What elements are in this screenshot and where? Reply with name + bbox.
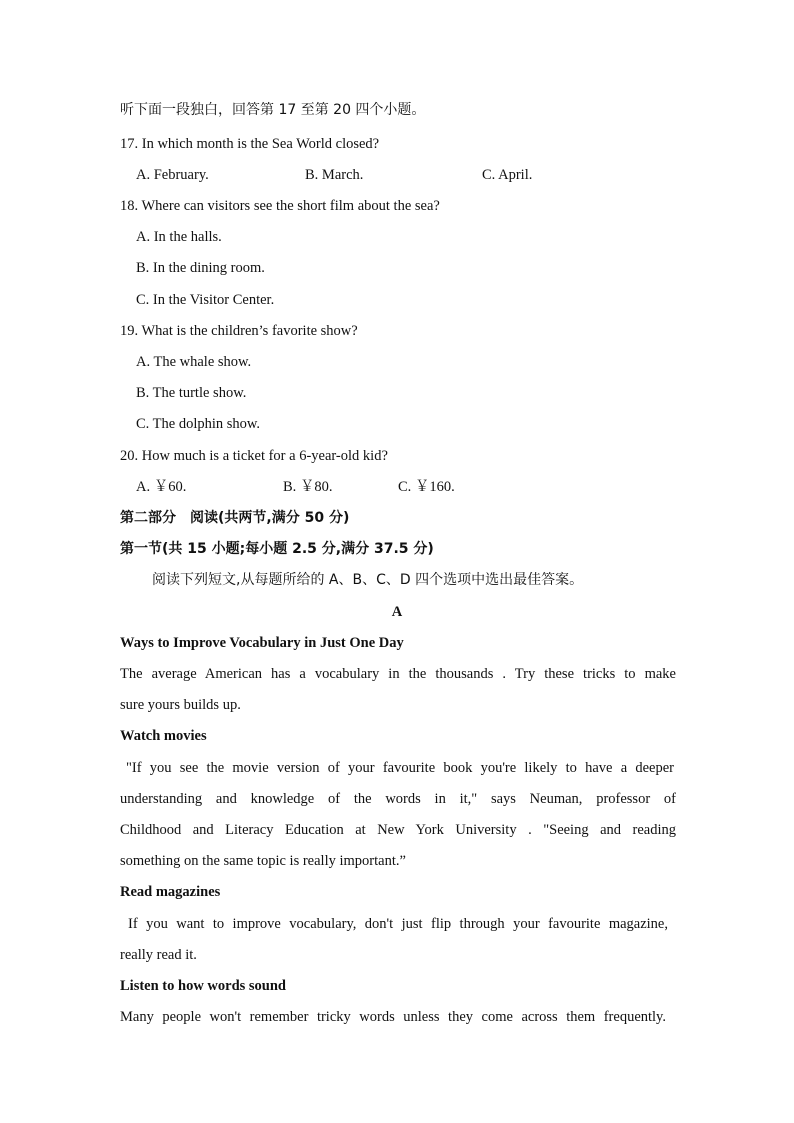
option-b[interactable]: B. ￥80.: [283, 479, 333, 495]
passage-label: A: [391, 604, 403, 620]
paragraph-line: If you want to improve vocabulary, don't just flip through your favourite magazine,: [128, 916, 668, 932]
question-18-stem: 18. Where can visitors see the short film about the sea?: [120, 198, 440, 214]
listening-section-intro: 听下面一段独白，回答第 17 至第 20 四个小题。: [120, 102, 426, 118]
paragraph-line: Childhood and Literacy Education at New York University . "Seeing and reading: [120, 822, 676, 838]
section-heading-listen: Listen to how words sound: [120, 978, 286, 994]
part2-heading: 第二部分 阅读(共两节,满分 50 分): [120, 510, 350, 526]
passage-intro-line: The average American has a vocabulary in the thousands . Try these tricks to make: [120, 666, 676, 682]
option-c[interactable]: C. April.: [482, 167, 533, 183]
option-a[interactable]: A. February.: [136, 167, 209, 183]
option-a[interactable]: A. In the halls.: [136, 229, 222, 245]
section-heading-watch-movies: Watch movies: [120, 728, 207, 744]
paragraph-line: understanding and knowledge of the words in it," says Neuman, professor of: [120, 791, 676, 807]
section-heading-read-magazines: Read magazines: [120, 884, 221, 900]
option-a[interactable]: A. The whale show.: [136, 354, 252, 370]
part2-section1-heading: 第一节(共 15 小题;每小题 2.5 分,满分 37.5 分): [120, 541, 434, 557]
option-a[interactable]: A. ￥60.: [136, 479, 187, 495]
option-c[interactable]: C. ￥160.: [398, 479, 455, 495]
option-c[interactable]: C. The dolphin show.: [136, 416, 261, 432]
paragraph-line: "If you see the movie version of your favourite book you're likely to have a deeper: [126, 760, 674, 776]
reading-instruction: 阅读下列短文,从每题所给的 A、B、C、D 四个选项中选出最佳答案。: [152, 572, 584, 588]
option-b[interactable]: B. March.: [305, 167, 364, 183]
paragraph-line: really read it.: [120, 947, 197, 963]
option-c[interactable]: C. In the Visitor Center.: [136, 292, 275, 308]
passage-intro-line: sure yours builds up.: [120, 697, 241, 713]
paragraph-line: Many people won't remember tricky words unless they come across them frequently.: [120, 1009, 666, 1025]
question-19-stem: 19. What is the children’s favorite show?: [120, 323, 358, 339]
option-b[interactable]: B. In the dining room.: [136, 260, 265, 276]
question-20-stem: 20. How much is a ticket for a 6-year-old kid?: [120, 448, 388, 464]
question-17-stem: 17. In which month is the Sea World closed?: [120, 136, 380, 152]
paragraph-line: something on the same topic is really important.”: [120, 853, 406, 869]
passage-title: Ways to Improve Vocabulary in Just One Day: [120, 635, 404, 651]
option-b[interactable]: B. The turtle show.: [136, 385, 247, 401]
